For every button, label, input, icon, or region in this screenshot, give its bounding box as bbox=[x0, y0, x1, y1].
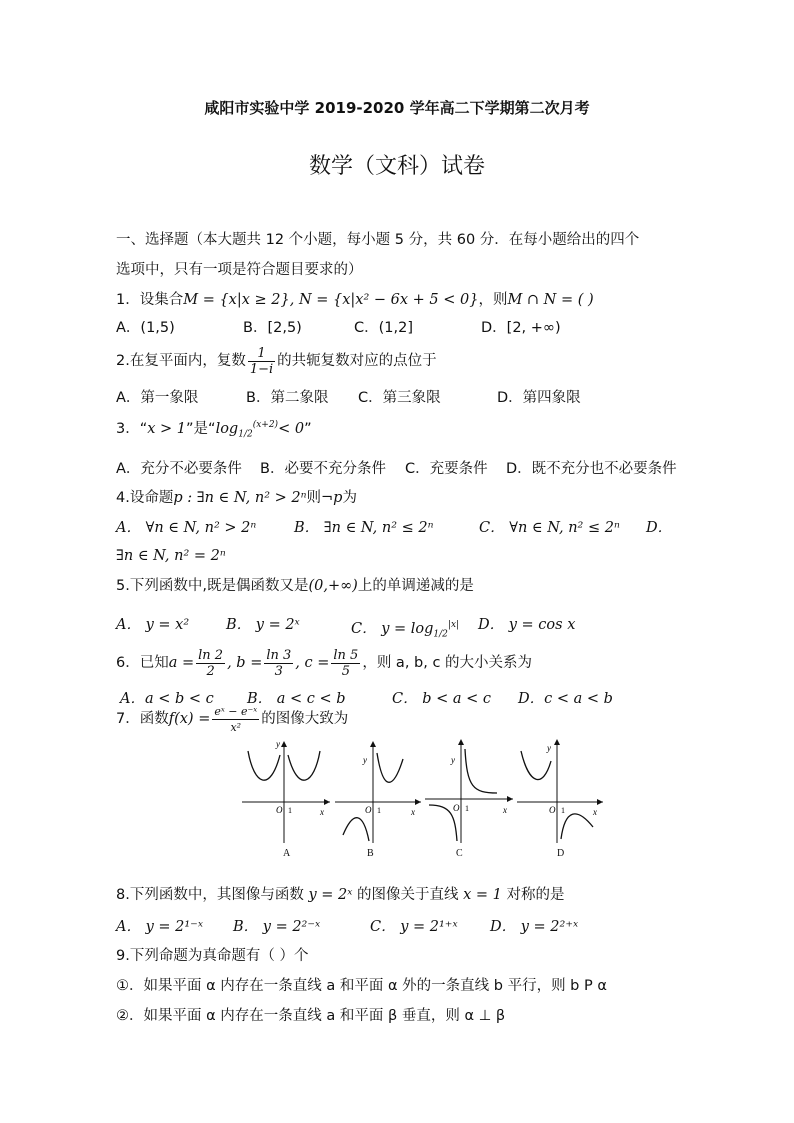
q3-log: log bbox=[215, 420, 239, 437]
q7-graph-b bbox=[333, 735, 423, 845]
q2-frac-num: 1 bbox=[248, 346, 275, 362]
q7-fraction: $\frac{\text{eˣ − e⁻ˣ}}{\text{x²}}$ bbox=[214, 704, 258, 734]
q3-option-d: D．既不充分也不必要条件 bbox=[506, 461, 677, 477]
q7-graph-d bbox=[515, 735, 605, 845]
q4-stem bbox=[116, 488, 357, 508]
q7-c-x: x bbox=[503, 805, 507, 815]
q3-option-a: A．充分不必要条件 bbox=[116, 461, 242, 477]
q8-option-a: A． y = 2¹⁻ˣ bbox=[116, 919, 203, 935]
q5-suffix: 上的单调递减的是 bbox=[357, 578, 474, 594]
q7-prefix: 7．函数 bbox=[116, 711, 169, 727]
q4-option-d-cont: ∃n ∈ N, n² = 2ⁿ bbox=[116, 548, 226, 564]
q7-graph-label-c: C bbox=[456, 848, 463, 859]
q6-stem: 6．已知a = $\frac{\ln 2}{2}$ , b = $\frac{\ln 3}{3}$ , c = $\frac{\ln 5}{5}$ ，则 a, b, c 的大小关系为 bbox=[116, 647, 533, 679]
q7-a-y: y bbox=[276, 739, 280, 749]
q4-option-c: C． ∀n ∈ N, n² ≤ 2ⁿ bbox=[479, 520, 620, 536]
q6-prefix: 6．已知 bbox=[116, 655, 169, 671]
q6-frac-c: $\frac{\ln 5}{5}$ bbox=[333, 647, 359, 679]
q4-option-d: D． bbox=[646, 520, 673, 536]
section-1-line-1: 一、选择题（本大题共 12 个小题，每小题 5 分，共 60 分．在每小题给出的四个 bbox=[116, 232, 640, 248]
q7-graph-a bbox=[240, 735, 332, 845]
q1-option-d: D．[2, +∞) bbox=[481, 320, 561, 336]
q8-option-b: B． y = 2²⁻ˣ bbox=[233, 919, 321, 935]
q9-item-1: ①．如果平面 α 内存在一条直线 a 和平面 α 外的一条直线 b 平行，则 b P α bbox=[116, 978, 607, 994]
q7-b-y: y bbox=[363, 755, 367, 765]
q2-frac-den: 1−i bbox=[249, 361, 274, 377]
q2-option-a: A．第一象限 bbox=[116, 390, 199, 406]
q7-c-y: y bbox=[451, 755, 455, 765]
q1-stem bbox=[116, 290, 594, 310]
q7-b-origin: O bbox=[365, 805, 372, 815]
q2-prefix: 2.在复平面内，复数 bbox=[116, 353, 246, 369]
q7-graph-label-a: A bbox=[283, 848, 291, 859]
q5-option-c-text: C． y = log bbox=[351, 620, 434, 637]
q7-a-one: 1 bbox=[288, 806, 292, 815]
q2-stem bbox=[116, 344, 437, 378]
q2-option-b: B．第二象限 bbox=[246, 390, 329, 406]
q3-suffix: ” bbox=[304, 420, 312, 437]
q5-stem bbox=[116, 576, 474, 596]
q8-suffix: 对称的是 bbox=[506, 887, 565, 903]
q6-option-d: D．c < a < b bbox=[518, 691, 613, 707]
q2-option-d: D．第四象限 bbox=[497, 390, 581, 406]
q6-frac-a: $\frac{\ln 2}{2}$ bbox=[198, 647, 224, 679]
q9-item-2: ②．如果平面 α 内存在一条直线 a 和平面 β 垂直，则 α ⊥ β bbox=[116, 1008, 506, 1024]
q7-graph-c bbox=[423, 735, 515, 845]
q8-mid: 的图像关于直线 bbox=[357, 887, 459, 903]
q1-suffix: ，则 bbox=[478, 292, 508, 308]
q3-log-arg: (x+2) bbox=[252, 420, 279, 430]
school-title: 咸阳市实验中学 2019-2020 学年高二下学期第二次月考 bbox=[204, 99, 590, 117]
section-1-line-2: 选项中，只有一项是符合题目要求的） bbox=[116, 262, 363, 278]
q7-a-x: x bbox=[320, 807, 324, 817]
q4-option-a: A． ∀n ∈ N, n² > 2ⁿ bbox=[116, 520, 257, 536]
q2-fraction bbox=[248, 346, 275, 377]
q1-option-c: C．(1,2] bbox=[354, 320, 413, 336]
q8-option-c: C． y = 2¹⁺ˣ bbox=[370, 919, 458, 935]
q7-graph-label-d: D bbox=[557, 848, 565, 859]
q1-option-b: B．[2,5) bbox=[243, 320, 302, 336]
q7-graph-label-b: B bbox=[367, 848, 374, 859]
q3-cond1: x > 1 bbox=[147, 420, 187, 437]
q1-option-a: A．(1,5) bbox=[116, 320, 175, 336]
q7-d-one: 1 bbox=[561, 806, 565, 815]
q8-prefix: 8.下列函数中，其图像与函数 bbox=[116, 887, 304, 903]
q3-mid: ”是“ bbox=[186, 420, 216, 437]
q4-prefix: 4.设命题 bbox=[116, 490, 174, 506]
q3-log-tail: < 0 bbox=[278, 420, 305, 437]
q5-c-arg: |x| bbox=[447, 620, 460, 630]
q2-suffix: 的共轭复数对应的点位于 bbox=[277, 353, 437, 369]
q5-prefix: 5.下列函数中,既是偶函数又是 bbox=[116, 578, 309, 594]
q7-suffix: 的图像大致为 bbox=[261, 711, 349, 727]
q3-stem bbox=[116, 415, 312, 445]
q6-option-c: C． b < a < c bbox=[392, 691, 491, 707]
q6-suffix: ，则 a, b, c 的大小关系为 bbox=[362, 655, 533, 671]
q3-option-b: B．必要不充分条件 bbox=[260, 461, 386, 477]
q7-b-one: 1 bbox=[377, 806, 381, 815]
q1-sets: M = {x|x ≥ 2}, N = {x|x² − 6x + 5 < 0} bbox=[183, 292, 479, 308]
q7-d-x: x bbox=[593, 807, 597, 817]
q8-func: y = 2ˣ bbox=[308, 887, 353, 903]
q4-neg: ¬p bbox=[321, 490, 343, 506]
q3-option-c: C．充要条件 bbox=[405, 461, 488, 477]
q6-frac-b: $\frac{\ln 3}{3}$ bbox=[266, 647, 292, 679]
q1-ask: M ∩ N = ( ) bbox=[507, 292, 594, 308]
q5-c-base: 1/2 bbox=[433, 629, 448, 640]
q8-line: x = 1 bbox=[463, 887, 502, 903]
q5-option-b: B． y = 2ˣ bbox=[226, 617, 300, 633]
q7-b-x: x bbox=[411, 807, 415, 817]
q7-c-origin: O bbox=[453, 803, 460, 813]
q4-suffix: 为 bbox=[342, 490, 357, 506]
q3-prefix: 3．“ bbox=[116, 420, 148, 437]
q5-option-a: A． y = x² bbox=[116, 617, 190, 633]
subject-title: 数学（文科）试卷 bbox=[308, 154, 485, 179]
q7-d-y: y bbox=[547, 743, 551, 753]
q7-c-one: 1 bbox=[465, 804, 469, 813]
q7-a-origin: O bbox=[276, 805, 283, 815]
q7-d-origin: O bbox=[549, 805, 556, 815]
q4-prop: p : ∃n ∈ N, n² > 2ⁿ bbox=[173, 490, 307, 506]
q8-stem bbox=[116, 885, 565, 905]
q6-option-a: A．a < b < c bbox=[120, 691, 214, 707]
q2-option-c: C．第三象限 bbox=[358, 390, 441, 406]
q1-prefix: 1．设集合 bbox=[116, 292, 184, 308]
q6-option-b: B． a < c < b bbox=[247, 691, 346, 707]
q7-stem bbox=[116, 702, 348, 736]
q8-option-d: D． y = 2²⁺ˣ bbox=[490, 919, 579, 935]
q5-interval: (0,+∞) bbox=[308, 578, 358, 594]
q4-option-b: B． ∃n ∈ N, n² ≤ 2ⁿ bbox=[294, 520, 434, 536]
q5-option-d: D． y = cos x bbox=[478, 617, 576, 633]
q5-option-c bbox=[351, 615, 459, 645]
q7-fx: f(x) = bbox=[168, 711, 211, 727]
q9-stem: 9.下列命题为真命题有（ ）个 bbox=[116, 948, 309, 964]
q3-log-base: 1/2 bbox=[238, 429, 253, 440]
q4-mid: 则 bbox=[306, 490, 321, 506]
